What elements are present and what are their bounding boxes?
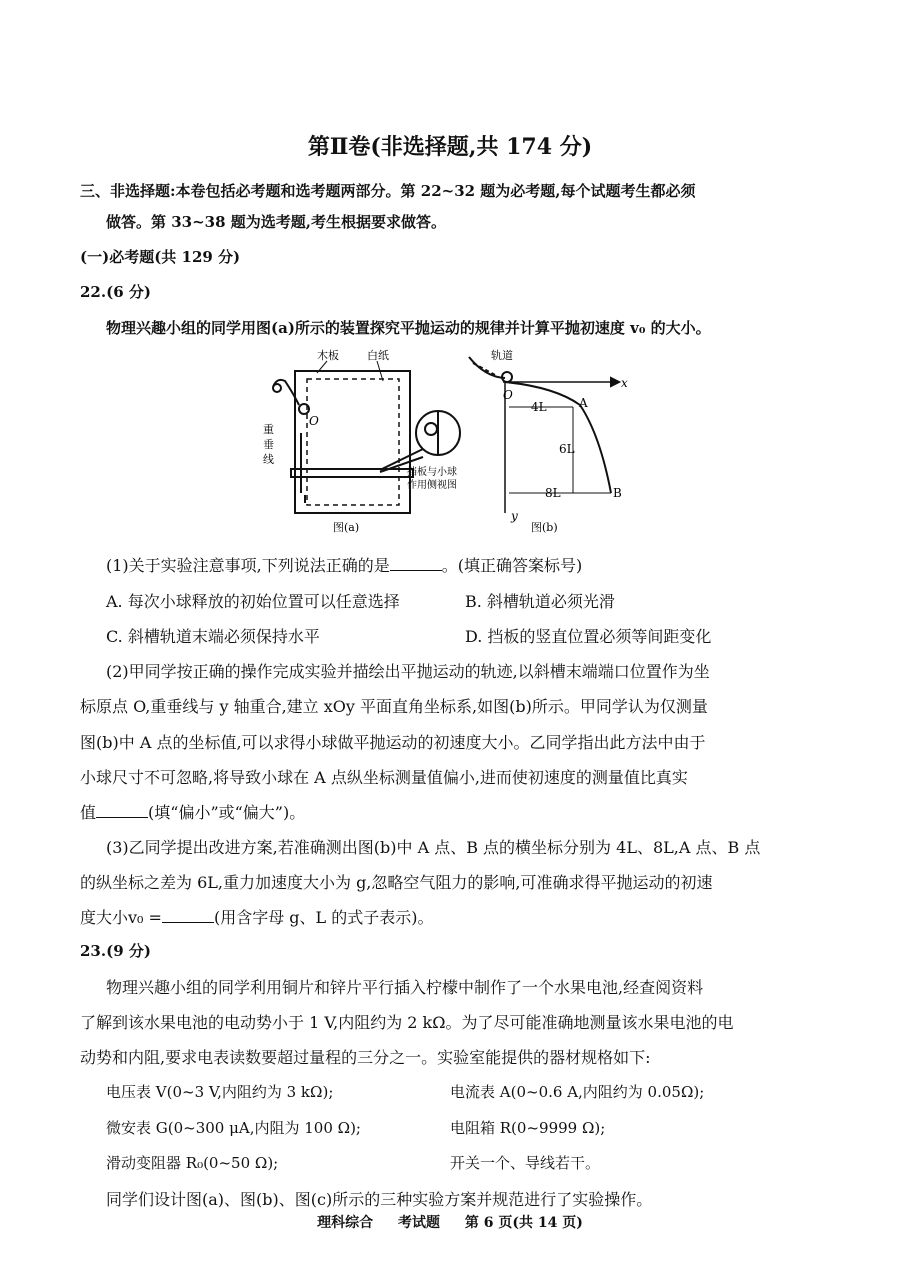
origin-label: O (503, 388, 513, 402)
q22-part2-line4: 小球尺寸不可忽略,将导致小球在 A 点纵坐标测量值偏小,进而使初速度的测量值比真实 (80, 768, 688, 787)
y-axis-label: y (511, 509, 518, 523)
paper-label: 白纸 (367, 349, 389, 362)
equipment-voltmeter: 电压表 V(0~3 V,内阻约为 3 kΩ); (106, 1083, 334, 1101)
q22-part3-line2: 的纵坐标之差为 6L,重力加速度大小为 g,忽略空气阻力的影响,可准确求得平抛运动的初速 (80, 873, 713, 892)
q23-line4: 同学们设计图(a)、图(b)、图(c)所示的三种实验方案并规范进行了实验操作。 (106, 1190, 653, 1209)
board-outline (295, 371, 410, 513)
footer-type: 考试题 (398, 1215, 441, 1231)
equipment-microammeter: 微安表 G(0~300 μA,内阻为 100 Ω); (106, 1119, 361, 1137)
equipment-resistance-box: 电阻箱 R(0~9999 Ω); (450, 1119, 606, 1137)
track-label: 轨道 (491, 349, 513, 362)
q22-part1: (1)关于实验注意事项,下列说法正确的是 。(填正确答案标号) (106, 556, 583, 575)
part-title: 第Ⅱ卷(非选择题,共 174 分) (307, 134, 593, 160)
q22-part2-line5: 值 (填“偏小”或“偏大”)。 (80, 803, 306, 822)
trajectory-curve (505, 382, 611, 493)
baffle-note-2: 作用侧视图 (407, 480, 457, 491)
q23-line3: 动势和内阻,要求电表读数要超过量程的三分之一。实验室能提供的器材规格如下: (80, 1048, 651, 1067)
answer-blank-1[interactable] (390, 556, 442, 571)
footer-page: 第 6 页(共 14 页) (464, 1215, 583, 1231)
board-label: 木板 (317, 349, 339, 362)
point-a-label: A (579, 396, 588, 410)
baffle (291, 469, 413, 477)
option-a: A. 每次小球释放的初始位置可以任意选择 (106, 592, 400, 611)
page-footer (0, 1212, 900, 1232)
answer-blank-3[interactable] (162, 908, 214, 923)
dx2-label: 8L (545, 486, 561, 500)
q23-line1: 物理兴趣小组的同学利用铜片和锌片平行插入柠檬中制作了一个水果电池,经查阅资料 (106, 978, 704, 997)
paper-outline (307, 379, 399, 505)
dx1-label: 4L (531, 400, 547, 414)
q23-line2: 了解到该水果电池的电动势小于 1 V,内阻约为 2 kΩ。为了尽可能准确地测量该水果电池的电 (80, 1013, 734, 1032)
dy-label: 6L (559, 442, 575, 456)
equipment-rheostat: 滑动变阻器 R₀(0~50 Ω); (106, 1154, 279, 1172)
option-c: C. 斜槽轨道末端必须保持水平 (106, 627, 320, 646)
q22-part2-line2: 标原点 O,重垂线与 y 轴重合,建立 xOy 平面直角坐标系,如图(b)所示。甲同学认为仅测量 (80, 697, 708, 716)
question-22-intro: 物理兴趣小组的同学用图(a)所示的装置探究平抛运动的规律并计算平抛初速度 v₀ 的大小。 (106, 319, 711, 337)
x-axis-label: x (621, 376, 628, 390)
option-b: B. 斜槽轨道必须光滑 (465, 592, 615, 611)
point-b-label: B (613, 486, 622, 500)
plumb-label-1: 重 (263, 423, 274, 436)
baffle-note-1: 挡板与小球 (407, 467, 457, 478)
q22-part2-line1: (2)甲同学按正确的操作完成实验并描绘出平抛运动的轨迹,以斜槽末端端口位置作为坐 (106, 662, 710, 681)
equipment-switch: 开关一个、导线若干。 (450, 1154, 601, 1172)
q22-part2-line3: 图(b)中 A 点的坐标值,可以求得小球做平抛运动的初速度大小。乙同学指出此方法中由于 (80, 733, 706, 752)
answer-blank-2[interactable] (96, 803, 148, 818)
q22-part3-line1: (3)乙同学提出改进方案,若准确测出图(b)中 A 点、B 点的横坐标分别为 4L、8L,A 点、B 点 (106, 838, 761, 857)
q22-part3-line3: 度大小v₀ = (用含字母 g、L 的式子表示)。 (80, 908, 434, 927)
option-d: D. 挡板的竖直位置必须等间距变化 (465, 627, 712, 646)
question-22-number: 22.(6 分) (80, 283, 151, 301)
plumb-label-2: 垂 (263, 438, 274, 451)
section-instructions-line2: 做答。第 33~38 题为选考题,考生根据要求做答。 (106, 213, 446, 231)
question-23-number: 23.(9 分) (80, 942, 151, 960)
ball-label: O (309, 414, 319, 428)
apparatus-figure (255, 345, 635, 540)
required-section-heading: (一)必考题(共 129 分) (80, 248, 241, 266)
plumb-label-3: 线 (263, 453, 274, 466)
equipment-ammeter: 电流表 A(0~0.6 A,内阻约为 0.05Ω); (450, 1083, 705, 1101)
footer-subject: 理科综合 (317, 1215, 374, 1231)
figure-b-caption: 图(b) (531, 521, 558, 534)
figure-a-caption: 图(a) (333, 521, 360, 534)
section-instructions-line1: 三、非选择题:本卷包括必考题和选考题两部分。第 22~32 题为必考题,每个试题考生都必须 (80, 182, 696, 200)
